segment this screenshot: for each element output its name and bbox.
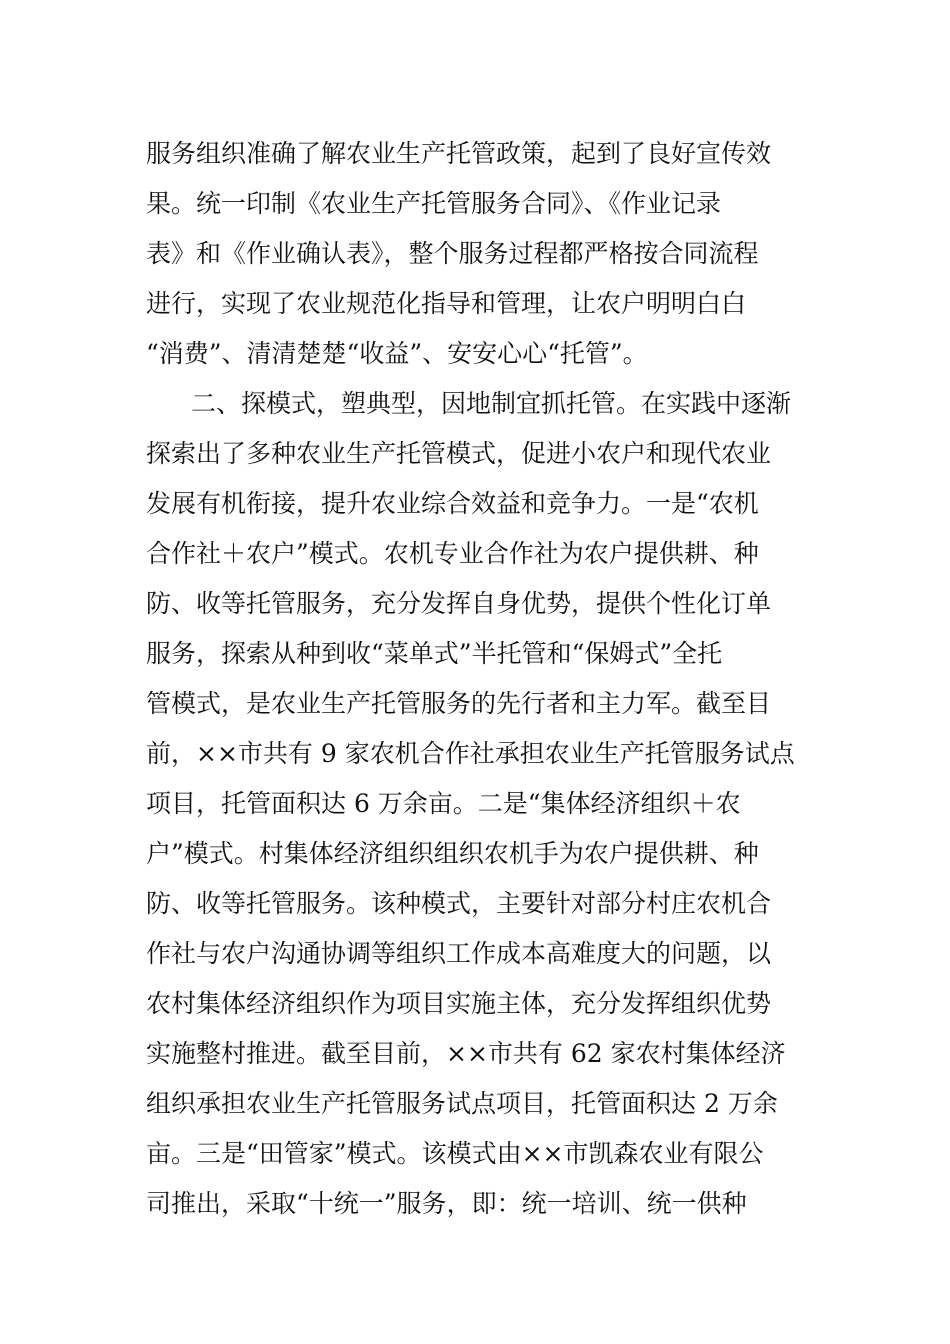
text-line: 项目，托管面积达 6 万余亩。二是“集体经济组织＋农 xyxy=(146,789,741,818)
text-line: 防、收等托管服务，充分发挥自身优势，提供个性化订单 xyxy=(146,589,772,618)
text-line: 农村集体经济组织作为项目实施主体，充分发挥组织优势 xyxy=(146,989,772,1018)
text-line: 管模式，是农业生产托管服务的先行者和主力军。截至目 xyxy=(146,689,772,718)
text-line: 作社与农户沟通协调等组织工作成本高难度大的问题，以 xyxy=(146,939,772,968)
text-line: “消费”、清清楚楚“收益”、安安心心“托管”。 xyxy=(146,339,648,368)
text-line: 进行，实现了农业规范化指导和管理，让农户明明白白 xyxy=(146,289,747,318)
text-line: 实施整村推进。截至目前，××市共有 62 家农村集体经济 xyxy=(146,1039,786,1068)
text-line: 服务组织准确了解农业生产托管政策，起到了良好宣传效 xyxy=(146,139,772,168)
text-line: 表》和《作业确认表》，整个服务过程都严格按合同流程 xyxy=(146,239,759,268)
paragraph-start-line: 二、探模式，塑典型，因地制宜抓托管。在实践中逐渐 xyxy=(191,389,792,418)
text-line: 合作社＋农户”模式。农机专业合作社为农户提供耕、种 xyxy=(146,539,759,568)
text-line: 服务，探索从种到收“菜单式”半托管和“保姆式”全托 xyxy=(146,639,723,668)
text-line: 亩。三是“田管家”模式。该模式由××市凯森农业有限公 xyxy=(146,1139,764,1168)
text-line: 果。统一印制《农业生产托管服务合同》、《作业记录 xyxy=(146,189,722,218)
text-line: 探索出了多种农业生产托管模式，促进小农户和现代农业 xyxy=(146,439,772,468)
text-line: 组织承担农业生产托管服务试点项目，托管面积达 2 万余 xyxy=(146,1089,778,1118)
text-line: 户”模式。村集体经济组织组织农机手为农户提供耕、种 xyxy=(146,839,759,868)
text-line: 前，××市共有 9 家农机合作社承担农业生产托管服务试点 xyxy=(146,739,795,768)
text-line: 司推出，采取“十统一”服务，即：统一培训、统一供种 xyxy=(146,1189,747,1218)
text-line: 发展有机衔接，提升农业综合效益和竞争力。一是“农机 xyxy=(146,489,759,518)
text-line: 防、收等托管服务。该种模式，主要针对部分村庄农机合 xyxy=(146,889,772,918)
